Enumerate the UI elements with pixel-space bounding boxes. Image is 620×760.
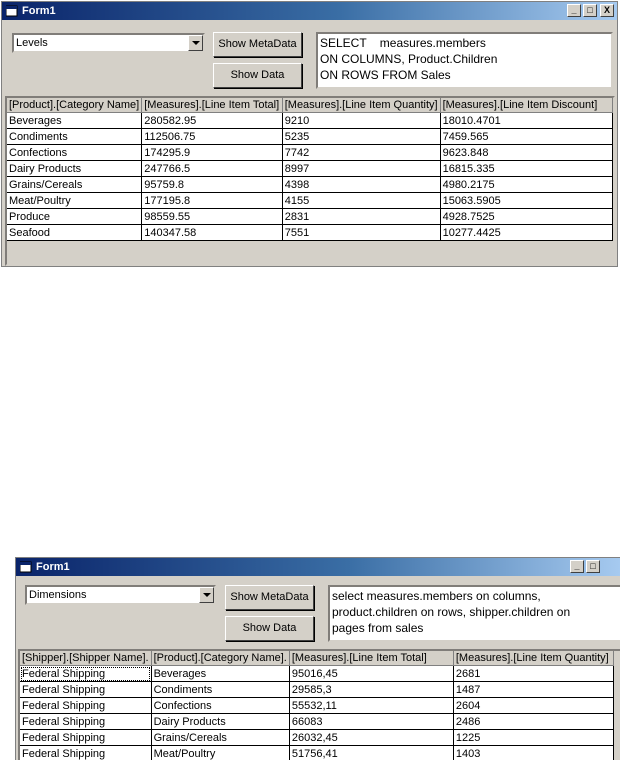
form2-window	[15, 557, 620, 760]
table-cell[interactable]: 140347.58	[142, 225, 282, 241]
table-cell[interactable]: Grains/Cereals	[151, 730, 289, 746]
table-cell[interactable]: 55532,11	[289, 698, 453, 714]
maximize-button[interactable]: □	[583, 4, 597, 17]
table-cell[interactable]: 95759.8	[142, 177, 282, 193]
table-cell[interactable]: 280582.95	[142, 113, 282, 129]
table-cell[interactable]: 247766.5	[142, 161, 282, 177]
table-cell[interactable]: 2681	[453, 666, 613, 682]
table-cell[interactable]: Beverages	[7, 113, 142, 129]
table-cell[interactable]: Federal Shipping	[20, 698, 151, 714]
table-cell[interactable]: 2486	[453, 714, 613, 730]
table-cell[interactable]: 4928.7525	[440, 209, 612, 225]
level-dropdown-value: Levels	[16, 37, 48, 49]
table-cell[interactable]: 7459.565	[440, 129, 612, 145]
table-cell[interactable]: 4980.2175	[440, 177, 612, 193]
table-cell[interactable]: 66083	[289, 714, 453, 730]
column-header[interactable]: [Product].[Category Name].	[151, 651, 289, 666]
form1-title: Form1	[22, 5, 56, 17]
column-header[interactable]: [Measures].[Line Item Discount]	[440, 98, 612, 113]
close-button[interactable]: X	[600, 4, 614, 17]
table-cell[interactable]: Condiments	[151, 682, 289, 698]
show-metadata-button[interactable]: Show MetaData	[225, 585, 314, 610]
table-cell[interactable]: 98559.55	[142, 209, 282, 225]
table-row	[20, 666, 613, 682]
table-cell[interactable]: Confections	[151, 698, 289, 714]
table-cell[interactable]: 4155	[282, 193, 440, 209]
query-line: select measures.members on columns,	[332, 589, 541, 603]
column-header[interactable]: [Shipper].[Shipper Name].	[20, 651, 151, 666]
table-cell[interactable]: 10277.4425	[440, 225, 612, 241]
level-dropdown[interactable]	[12, 33, 205, 53]
query-line: pages from sales	[332, 621, 424, 635]
show-metadata-button[interactable]: Show MetaData	[213, 32, 302, 57]
data-table	[20, 651, 614, 760]
table-cell[interactable]: 26032,45	[289, 730, 453, 746]
query-line: ON COLUMNS, Product.Children	[320, 52, 498, 66]
show-data-button[interactable]: Show Data	[225, 616, 314, 641]
table-cell[interactable]: Beverages	[151, 666, 289, 682]
header-row	[7, 98, 613, 113]
table-row	[20, 730, 613, 746]
table-cell[interactable]: Federal Shipping	[20, 714, 151, 730]
dimension-dropdown-value: Dimensions	[29, 589, 87, 601]
table-cell[interactable]: 2831	[282, 209, 440, 225]
table-cell[interactable]: 15063.5905	[440, 193, 612, 209]
chevron-down-icon[interactable]	[199, 587, 214, 603]
table-row	[7, 145, 613, 161]
query-line: ON ROWS FROM Sales	[320, 68, 451, 82]
table-cell[interactable]: 29585,3	[289, 682, 453, 698]
table-row	[7, 113, 613, 129]
table-cell[interactable]: Federal Shipping	[20, 746, 151, 760]
table-cell[interactable]: 5235	[282, 129, 440, 145]
table-cell[interactable]: Meat/Poultry	[151, 746, 289, 760]
maximize-button[interactable]: □	[586, 560, 600, 573]
form2-title: Form1	[36, 561, 70, 573]
table-cell[interactable]: 2604	[453, 698, 613, 714]
data-grid[interactable]	[18, 649, 620, 760]
table-cell[interactable]: Produce	[7, 209, 142, 225]
table-cell[interactable]: 51756,41	[289, 746, 453, 760]
header-row	[20, 651, 613, 666]
minimize-button[interactable]: _	[570, 560, 584, 573]
form-icon	[20, 561, 32, 573]
table-cell[interactable]: 9210	[282, 113, 440, 129]
table-cell[interactable]: 4398	[282, 177, 440, 193]
table-row	[20, 698, 613, 714]
table-cell[interactable]: 1225	[453, 730, 613, 746]
table-row	[7, 225, 613, 241]
column-header[interactable]: [Measures].[Line Item Quantity]	[453, 651, 613, 666]
table-row	[20, 746, 613, 760]
table-cell[interactable]: Federal Shipping	[20, 730, 151, 746]
table-cell[interactable]: 8997	[282, 161, 440, 177]
table-cell[interactable]: 174295.9	[142, 145, 282, 161]
column-header[interactable]: [Measures].[Line Item Quantity]	[282, 98, 440, 113]
query-textbox[interactable]	[316, 32, 613, 89]
table-cell[interactable]: Dairy Products	[7, 161, 142, 177]
chevron-down-icon[interactable]	[188, 35, 203, 51]
column-header[interactable]: [Measures].[Line Item Total]	[142, 98, 282, 113]
table-cell[interactable]: 16815.335	[440, 161, 612, 177]
table-cell[interactable]: 7551	[282, 225, 440, 241]
form1-titlebar[interactable]	[2, 2, 617, 20]
table-row	[7, 177, 613, 193]
table-row	[7, 193, 613, 209]
table-cell[interactable]: Dairy Products	[151, 714, 289, 730]
show-data-button[interactable]: Show Data	[213, 63, 302, 88]
table-cell[interactable]: Seafood	[7, 225, 142, 241]
table-cell[interactable]: 95016,45	[289, 666, 453, 682]
table-cell[interactable]: 1487	[453, 682, 613, 698]
form1-window	[1, 1, 618, 267]
table-cell[interactable]: Federal Shipping	[20, 666, 151, 682]
table-cell[interactable]: 112506.75	[142, 129, 282, 145]
table-row	[20, 714, 613, 730]
form-icon	[6, 5, 18, 17]
table-cell[interactable]: 1403	[453, 746, 613, 760]
table-cell[interactable]: Grains/Cereals	[7, 177, 142, 193]
column-header[interactable]: [Product].[Category Name]	[7, 98, 142, 113]
query-textbox[interactable]	[328, 585, 620, 642]
minimize-button[interactable]: _	[567, 4, 581, 17]
table-cell[interactable]: Condiments	[7, 129, 142, 145]
query-line: SELECT measures.members	[320, 36, 486, 50]
table-cell[interactable]: Meat/Poultry	[7, 193, 142, 209]
table-cell[interactable]: 18010.4701	[440, 113, 612, 129]
table-cell[interactable]: Confections	[7, 145, 142, 161]
column-header[interactable]: [Measures].[Line Item Total]	[289, 651, 453, 666]
table-row	[7, 161, 613, 177]
form2-titlebar[interactable]	[16, 558, 620, 576]
table-row	[7, 129, 613, 145]
table-cell[interactable]: 177195.8	[142, 193, 282, 209]
data-table	[7, 98, 613, 241]
table-cell[interactable]: Federal Shipping	[20, 682, 151, 698]
data-grid[interactable]	[5, 96, 615, 266]
table-cell[interactable]: 9623.848	[440, 145, 612, 161]
query-line: product.children on rows, shipper.children on	[332, 605, 571, 619]
dimension-dropdown[interactable]	[25, 585, 216, 605]
table-cell[interactable]: 7742	[282, 145, 440, 161]
table-row	[20, 682, 613, 698]
table-row	[7, 209, 613, 225]
